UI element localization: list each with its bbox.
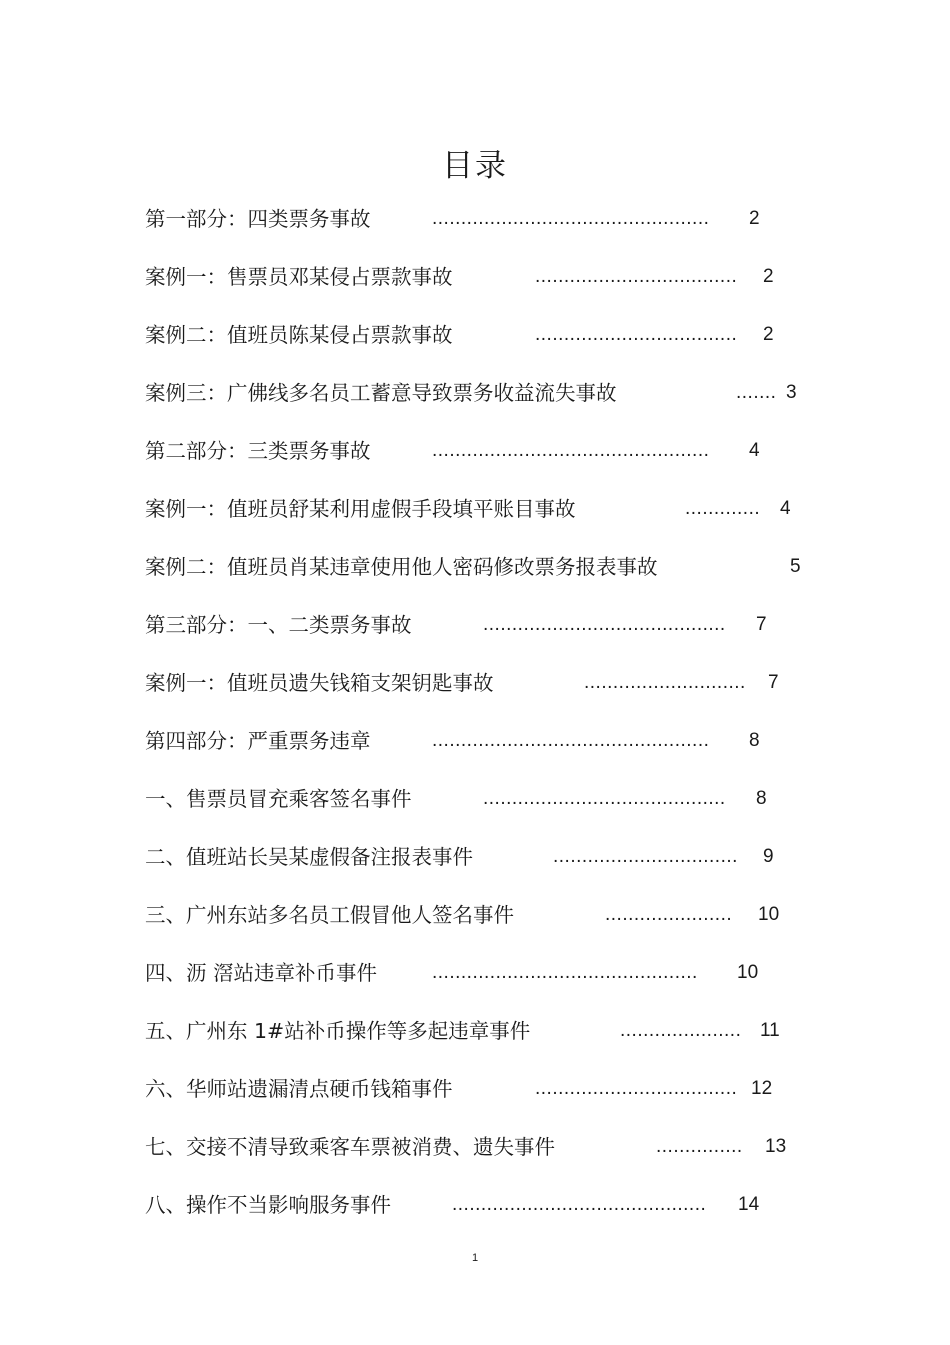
toc-leader-dots: .......................................... xyxy=(483,788,726,809)
toc-leader-dots: .............................................. xyxy=(432,962,698,983)
toc-page-number: 2 xyxy=(749,208,760,229)
toc-leader-dots: ....... xyxy=(736,382,777,403)
toc-leader-dots: ................................... xyxy=(535,324,738,345)
toc-entry-label: 案例二：值班员陈某侵占票款事故 xyxy=(145,323,453,347)
toc-page-number: 11 xyxy=(760,1020,780,1041)
page-title: 目录 xyxy=(442,148,508,184)
toc-leader-dots: ................................... xyxy=(535,266,738,287)
toc-page-number: 4 xyxy=(780,498,791,519)
toc-entry-label: 二、值班站长吴某虚假备注报表事件 xyxy=(145,845,473,869)
toc-entry-label: 七、交接不清导致乘客车票被消费、遗失事件 xyxy=(145,1135,555,1159)
toc-entry-label: 案例一：值班员遗失钱箱支架钥匙事故 xyxy=(145,671,494,695)
page-number-footer: 1 xyxy=(471,1252,479,1264)
toc-entry-label: 第二部分：三类票务事故 xyxy=(145,439,371,463)
toc-page-number: 9 xyxy=(763,846,774,867)
toc-page-number: 8 xyxy=(756,788,767,809)
toc-page-number: 7 xyxy=(768,672,779,693)
toc-page-number: 10 xyxy=(737,962,759,983)
toc-entry-label: 案例三：广佛线多名员工蓄意导致票务收益流失事故 xyxy=(145,381,617,405)
toc-entry-label: 案例二：值班员肖某违章使用他人密码修改票务报表事故 xyxy=(145,555,658,579)
toc-leader-dots: ..................... xyxy=(620,1020,742,1041)
toc-page-number: 14 xyxy=(738,1194,760,1215)
toc-page-number: 13 xyxy=(765,1136,787,1157)
toc-leader-dots: ................................................ xyxy=(432,730,710,751)
toc-leader-dots: ...................... xyxy=(605,904,733,925)
toc-entry-label: 八、操作不当影响服务事件 xyxy=(145,1193,391,1217)
toc-page-number: 4 xyxy=(749,440,760,461)
toc-leader-dots: ............................ xyxy=(584,672,746,693)
toc-entry-label: 三、广州东站多名员工假冒他人签名事件 xyxy=(145,903,514,927)
toc-page-number: 7 xyxy=(756,614,767,635)
toc-entry-label: 案例一：值班员舒某利用虚假手段填平账目事故 xyxy=(145,497,576,521)
toc-leader-dots: ................................................ xyxy=(432,208,710,229)
toc-leader-dots: .......................................... xyxy=(483,614,726,635)
toc-entry-label: 一、售票员冒充乘客签名事件 xyxy=(145,787,412,811)
toc-entry-label: 四、沥 滘站违章补币事件 xyxy=(145,961,378,985)
toc-entry-label: 案例一：售票员邓某侵占票款事故 xyxy=(145,265,453,289)
toc-entry-label: 第三部分：一、二类票务事故 xyxy=(145,613,412,637)
toc-leader-dots: ............. xyxy=(685,498,761,519)
toc-page-number: 2 xyxy=(763,266,774,287)
toc-leader-dots: ................................ xyxy=(553,846,738,867)
toc-entry-label: 六、华师站遗漏清点硬币钱箱事件 xyxy=(145,1077,453,1101)
toc-page-number: 2 xyxy=(763,324,774,345)
toc-leader-dots: ................................... xyxy=(535,1078,738,1099)
toc-page-number: 5 xyxy=(790,556,801,577)
toc-entry-label: 五、广州东 1#站补币操作等多起违章事件 xyxy=(145,1019,531,1043)
toc-entry-label: 第四部分：严重票务违章 xyxy=(145,729,371,753)
toc-page-number: 3 xyxy=(786,382,797,403)
toc-leader-dots: ............... xyxy=(656,1136,743,1157)
toc-entry-label: 第一部分：四类票务事故 xyxy=(145,207,371,231)
toc-leader-dots: ................................................ xyxy=(432,440,710,461)
toc-page-number: 12 xyxy=(751,1078,773,1099)
toc-page-number: 8 xyxy=(749,730,760,751)
toc-page-number: 10 xyxy=(758,904,780,925)
toc-leader-dots: ............................................ xyxy=(452,1194,707,1215)
